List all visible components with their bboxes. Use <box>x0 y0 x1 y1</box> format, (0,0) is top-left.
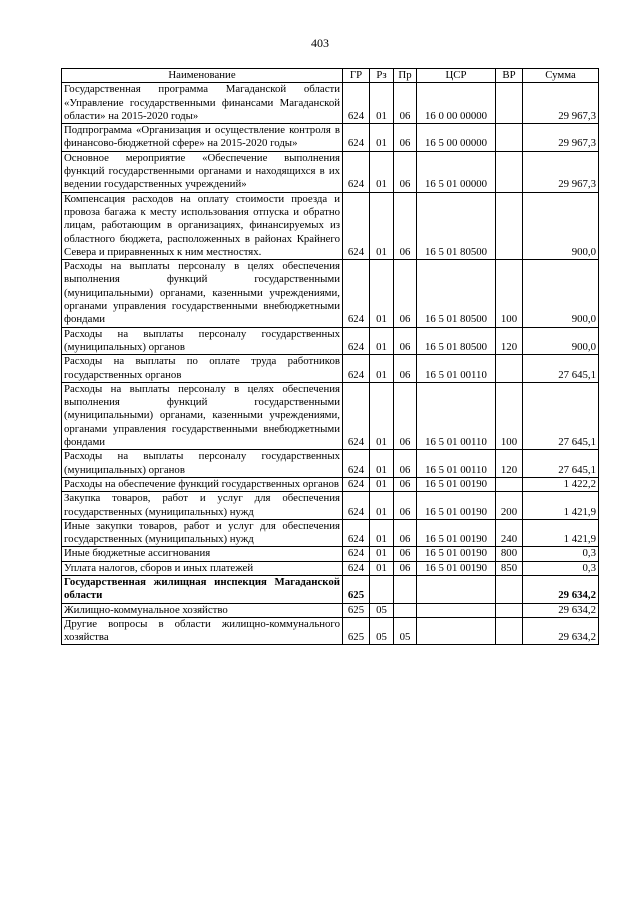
cell-name: Государственная программа Магаданской области «Управление государственными финансами Магаданской области» на 2015-2020 годы» <box>62 83 343 124</box>
cell-sum: 27 645,1 <box>523 355 599 383</box>
cell-pr: 06 <box>394 382 417 449</box>
cell-name: Расходы на выплаты персоналу в целях обеспечения выполнения функций государственными (муниципальными) органами, казенными учреждениями, органами управления государственными внебюджетными фондами <box>62 260 343 327</box>
table-row <box>62 519 599 547</box>
table-row <box>62 450 599 478</box>
cell-sum: 0,3 <box>523 547 599 561</box>
cell-pr: 06 <box>394 519 417 547</box>
cell-csr: 16 5 01 80500 <box>417 260 496 327</box>
table-row <box>62 477 599 491</box>
cell-csr: 16 5 01 00110 <box>417 355 496 383</box>
table-header-row <box>62 69 599 83</box>
header-csr: ЦСР <box>417 69 496 83</box>
cell-pr <box>394 575 417 603</box>
cell-pr: 06 <box>394 355 417 383</box>
cell-pr: 06 <box>394 477 417 491</box>
cell-vr <box>496 124 523 152</box>
cell-csr <box>417 617 496 645</box>
cell-rz: 01 <box>370 192 394 259</box>
table-row <box>62 355 599 383</box>
table-row <box>62 192 599 259</box>
cell-gr: 624 <box>343 260 370 327</box>
cell-csr: 16 5 01 00190 <box>417 547 496 561</box>
table-row <box>62 492 599 520</box>
cell-csr <box>417 603 496 617</box>
cell-name: Иные закупки товаров, работ и услуг для обеспечения государственных (муниципальных) нужд <box>62 519 343 547</box>
cell-sum: 29 967,3 <box>523 83 599 124</box>
cell-gr: 624 <box>343 450 370 478</box>
cell-csr: 16 5 01 00110 <box>417 450 496 478</box>
cell-rz: 01 <box>370 124 394 152</box>
cell-sum: 1 422,2 <box>523 477 599 491</box>
cell-name: Расходы на выплаты персоналу государственных (муниципальных) органов <box>62 450 343 478</box>
cell-sum: 1 421,9 <box>523 492 599 520</box>
cell-vr: 850 <box>496 561 523 575</box>
cell-gr: 625 <box>343 617 370 645</box>
table-row <box>62 561 599 575</box>
header-vr: ВР <box>496 69 523 83</box>
cell-csr <box>417 575 496 603</box>
table-row <box>62 603 599 617</box>
cell-name: Основное мероприятие «Обеспечение выполнения функций государственными органами и находящихся в их ведении государственных учреждений» <box>62 151 343 192</box>
cell-gr: 625 <box>343 575 370 603</box>
cell-gr: 625 <box>343 603 370 617</box>
cell-sum: 29 967,3 <box>523 124 599 152</box>
cell-rz: 01 <box>370 519 394 547</box>
cell-rz: 05 <box>370 603 394 617</box>
cell-gr: 624 <box>343 382 370 449</box>
cell-gr: 624 <box>343 547 370 561</box>
table-row <box>62 547 599 561</box>
cell-csr: 16 5 01 80500 <box>417 327 496 355</box>
cell-pr: 06 <box>394 492 417 520</box>
cell-sum: 1 421,9 <box>523 519 599 547</box>
cell-vr: 120 <box>496 450 523 478</box>
cell-name: Расходы на обеспечение функций государственных органов <box>62 477 343 491</box>
cell-name: Другие вопросы в области жилищно-коммунального хозяйства <box>62 617 343 645</box>
cell-rz: 05 <box>370 617 394 645</box>
cell-gr: 624 <box>343 561 370 575</box>
header-rz: Рз <box>370 69 394 83</box>
cell-rz: 01 <box>370 260 394 327</box>
header-sum: Сумма <box>523 69 599 83</box>
cell-pr: 06 <box>394 124 417 152</box>
cell-vr <box>496 617 523 645</box>
cell-pr: 06 <box>394 260 417 327</box>
table-row <box>62 83 599 124</box>
cell-vr: 240 <box>496 519 523 547</box>
cell-rz: 01 <box>370 83 394 124</box>
cell-pr: 06 <box>394 327 417 355</box>
cell-rz: 01 <box>370 561 394 575</box>
cell-name: Жилищно-коммунальное хозяйство <box>62 603 343 617</box>
cell-sum: 29 634,2 <box>523 603 599 617</box>
cell-vr: 100 <box>496 260 523 327</box>
cell-csr: 16 5 01 00110 <box>417 382 496 449</box>
cell-gr: 624 <box>343 192 370 259</box>
table-row <box>62 327 599 355</box>
cell-sum: 29 634,2 <box>523 617 599 645</box>
cell-rz: 01 <box>370 382 394 449</box>
cell-vr <box>496 603 523 617</box>
cell-rz: 01 <box>370 327 394 355</box>
cell-gr: 624 <box>343 327 370 355</box>
cell-rz: 01 <box>370 547 394 561</box>
header-pr: Пр <box>394 69 417 83</box>
table-body <box>62 83 599 645</box>
budget-table <box>61 68 599 645</box>
cell-vr: 200 <box>496 492 523 520</box>
cell-pr: 06 <box>394 83 417 124</box>
cell-csr: 16 0 00 00000 <box>417 83 496 124</box>
cell-sum: 0,3 <box>523 561 599 575</box>
cell-pr: 06 <box>394 450 417 478</box>
cell-sum: 29 967,3 <box>523 151 599 192</box>
cell-gr: 624 <box>343 124 370 152</box>
table-row <box>62 151 599 192</box>
cell-gr: 624 <box>343 83 370 124</box>
cell-name: Государственная жилищная инспекция Магаданской области <box>62 575 343 603</box>
cell-rz: 01 <box>370 477 394 491</box>
cell-csr: 16 5 01 80500 <box>417 192 496 259</box>
cell-vr <box>496 83 523 124</box>
cell-vr <box>496 192 523 259</box>
cell-pr: 06 <box>394 561 417 575</box>
cell-pr: 06 <box>394 547 417 561</box>
page-number: 403 <box>311 36 329 50</box>
cell-gr: 624 <box>343 477 370 491</box>
cell-sum: 27 645,1 <box>523 382 599 449</box>
cell-rz: 01 <box>370 450 394 478</box>
header-gr: ГР <box>343 69 370 83</box>
cell-vr <box>496 477 523 491</box>
cell-csr: 16 5 01 00190 <box>417 492 496 520</box>
cell-gr: 624 <box>343 492 370 520</box>
cell-name: Расходы на выплаты персоналу государственных (муниципальных) органов <box>62 327 343 355</box>
cell-gr: 624 <box>343 519 370 547</box>
cell-name: Уплата налогов, сборов и иных платежей <box>62 561 343 575</box>
cell-sum: 900,0 <box>523 260 599 327</box>
cell-vr: 800 <box>496 547 523 561</box>
cell-csr: 16 5 01 00190 <box>417 477 496 491</box>
cell-pr: 05 <box>394 617 417 645</box>
table-row <box>62 617 599 645</box>
cell-gr: 624 <box>343 355 370 383</box>
cell-vr: 120 <box>496 327 523 355</box>
cell-vr <box>496 355 523 383</box>
cell-name: Иные бюджетные ассигнования <box>62 547 343 561</box>
table-row <box>62 382 599 449</box>
table-row <box>62 575 599 603</box>
cell-csr: 16 5 01 00190 <box>417 519 496 547</box>
cell-pr: 06 <box>394 192 417 259</box>
cell-name: Расходы на выплаты персоналу в целях обеспечения выполнения функций государственными (муниципальными) органами, казенными учреждениями, органами управления государственными внебюджетными фондами <box>62 382 343 449</box>
cell-sum: 900,0 <box>523 327 599 355</box>
cell-csr: 16 5 00 00000 <box>417 124 496 152</box>
cell-name: Компенсация расходов на оплату стоимости проезда и провоза багажа к месту использования отпуска и обратно лицам, работающим в организациях, финансируемых из областного бюджета, расположенных в районах Крайнего Севера и приравненных к ним местностях. <box>62 192 343 259</box>
cell-sum: 27 645,1 <box>523 450 599 478</box>
cell-csr: 16 5 01 00190 <box>417 561 496 575</box>
cell-sum: 29 634,2 <box>523 575 599 603</box>
cell-vr: 100 <box>496 382 523 449</box>
cell-name: Закупка товаров, работ и услуг для обеспечения государственных (муниципальных) нужд <box>62 492 343 520</box>
cell-name: Подпрограмма «Организация и осуществление контроля в финансово-бюджетной сфере» на 2015-2020 годы» <box>62 124 343 152</box>
cell-csr: 16 5 01 00000 <box>417 151 496 192</box>
table-row <box>62 260 599 327</box>
cell-sum: 900,0 <box>523 192 599 259</box>
cell-rz: 01 <box>370 492 394 520</box>
cell-vr <box>496 575 523 603</box>
header-name: Наименование <box>62 69 343 83</box>
cell-gr: 624 <box>343 151 370 192</box>
cell-rz: 01 <box>370 151 394 192</box>
cell-rz: 01 <box>370 355 394 383</box>
table-row <box>62 124 599 152</box>
cell-pr: 06 <box>394 151 417 192</box>
cell-pr <box>394 603 417 617</box>
cell-rz <box>370 575 394 603</box>
cell-name: Расходы на выплаты по оплате труда работников государственных органов <box>62 355 343 383</box>
cell-vr <box>496 151 523 192</box>
